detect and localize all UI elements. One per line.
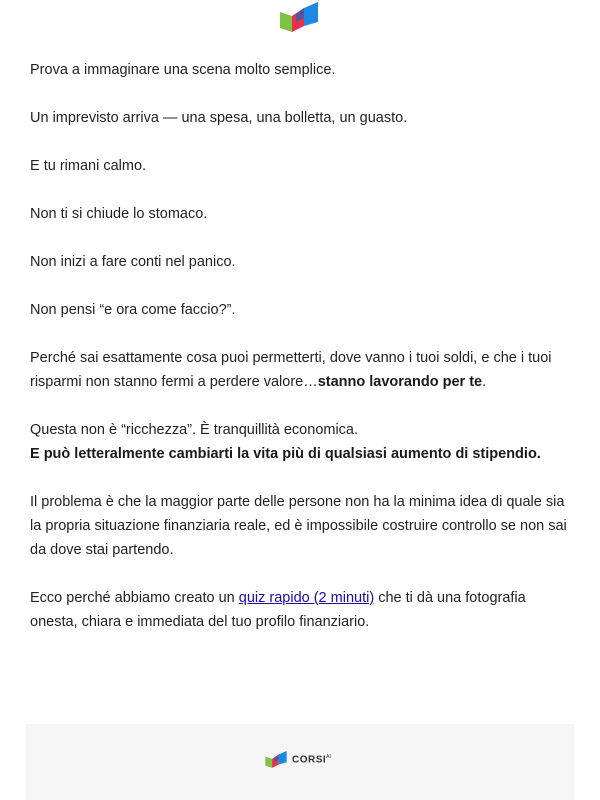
footer-brand bbox=[262, 750, 332, 770]
paragraph-not-wealth bbox=[30, 418, 570, 466]
quiz-before: Ecco perché abbiamo creato un bbox=[30, 590, 239, 606]
because-text: Perché sai esattamente cosa puoi permetterti, dove vanno i tuoi soldi, e che i tuoi risparmi non stanno fermi a perdere valore… bbox=[30, 350, 552, 390]
quiz-after: che ti dà una fotografia onesta, chiara e immediata del tuo profilo finanziario. bbox=[30, 590, 526, 630]
email-footer bbox=[26, 724, 574, 800]
because-end: . bbox=[482, 374, 487, 390]
because-bold: stanno lavorando per te bbox=[317, 374, 483, 390]
paragraph-quiz bbox=[30, 586, 570, 634]
paragraph-problem: Il problema è che la maggior parte delle persone non ha la minima idea di quale sia la propria situazione finanziaria reale, ed è impossibile costruire controllo se non sai da dove stai partendo. bbox=[30, 494, 567, 558]
paragraph-unexpected: Un imprevisto arriva — una spesa, una bolletta, un guasto. bbox=[30, 110, 408, 126]
paragraph-because bbox=[30, 346, 570, 394]
paragraph-stomach: Non ti si chiude lo stomaco. bbox=[30, 206, 208, 222]
paragraph-intro: Prova a immaginare una scena molto semplice. bbox=[30, 62, 336, 78]
email-body bbox=[30, 58, 570, 658]
paragraph-calm: E tu rimani calmo. bbox=[30, 158, 147, 174]
paragraph-panic: Non inizi a fare conti nel panico. bbox=[30, 254, 236, 270]
corsi-logo-icon bbox=[274, 2, 324, 34]
not-wealth-bold: E può letteralmente cambiarti la vita più di qualsiasi aumento di stipendio. bbox=[30, 446, 541, 462]
paragraph-what-now: Non pensi “e ora come faccio?”. bbox=[30, 302, 236, 318]
footer-brand-name: $CORSI^{AI}$ bbox=[292, 754, 332, 766]
not-wealth-text: Questa non è “ricchezza”. È tranquillità economica. bbox=[30, 422, 359, 438]
footer-logo-icon bbox=[262, 750, 290, 770]
quiz-link[interactable]: quiz rapido (2 minuti) bbox=[238, 590, 375, 606]
